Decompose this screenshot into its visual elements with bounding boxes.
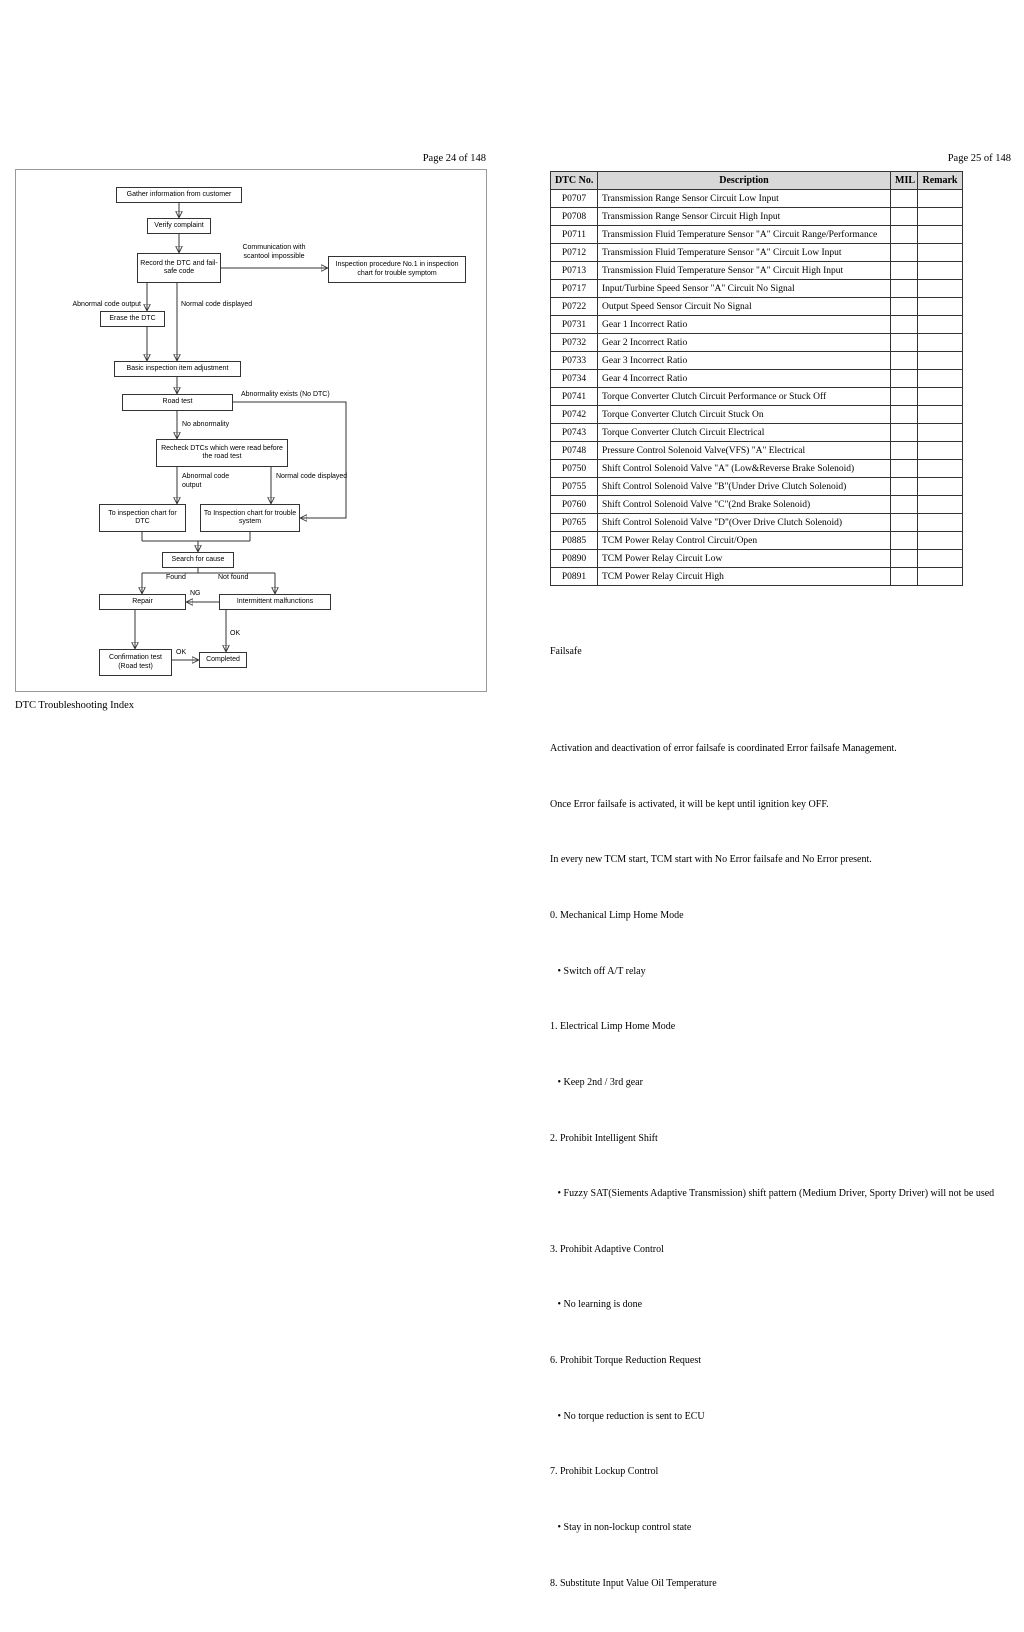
description-cell: Torque Converter Clutch Circuit Electrical <box>598 424 891 442</box>
dtc-table-row <box>551 370 963 388</box>
failsafe-line: 2. Prohibit Intelligent Shift <box>550 1132 658 1144</box>
failsafe-line: • Stay in non-lockup control state <box>550 1521 692 1533</box>
description-cell: Transmission Fluid Temperature Sensor "A" Circuit High Input <box>598 262 891 280</box>
failsafe-line: • No torque reduction is sent to ECU <box>550 1410 705 1422</box>
flowchart-label-abnormality-exists: Abnormality exists (No DTC) <box>241 391 330 398</box>
flowchart-node-basic-inspection: Basic inspection item adjustment <box>114 361 241 377</box>
dtc-table-row <box>551 532 963 550</box>
dtc-table-row <box>551 460 963 478</box>
mil-cell <box>891 478 918 496</box>
dtc-table-row <box>551 280 963 298</box>
failsafe-line: • Fuzzy SAT(Siements Adaptive Transmission) shift pattern (Medium Driver, Sporty Driver) will not be used <box>550 1188 995 1200</box>
dtc-table <box>550 171 963 586</box>
flowchart-frame <box>15 169 487 692</box>
dtc-no-cell: P0742 <box>551 406 598 424</box>
mil-cell <box>891 334 918 352</box>
dtc-no-cell: P0891 <box>551 568 598 586</box>
dtc-table-row <box>551 550 963 568</box>
description-cell: Transmission Fluid Temperature Sensor "A" Circuit Low Input <box>598 244 891 262</box>
description-cell: Gear 1 Incorrect Ratio <box>598 316 891 334</box>
mil-cell <box>891 280 918 298</box>
flowchart-node-record-dtc: Record the DTC and fail-safe code <box>137 253 221 283</box>
dtc-table-row <box>551 190 963 208</box>
remark-cell <box>918 352 963 370</box>
dtc-no-cell: P0734 <box>551 370 598 388</box>
flowchart-node-to-chart-dtc: To inspection chart for DTC <box>99 504 186 532</box>
description-cell: Output Speed Sensor Circuit No Signal <box>598 298 891 316</box>
dtc-table-row <box>551 496 963 514</box>
flowchart-node-recheck-dtcs: Recheck DTCs which were read before the road test <box>156 439 288 467</box>
flowchart-label-normal-code-1: Normal code displayed <box>181 301 253 308</box>
remark-cell <box>918 334 963 352</box>
remark-cell <box>918 532 963 550</box>
description-cell: TCM Power Relay Circuit High <box>598 568 891 586</box>
mil-cell <box>891 424 918 442</box>
dtc-no-cell: P0722 <box>551 298 598 316</box>
description-cell: Transmission Range Sensor Circuit High Input <box>598 208 891 226</box>
dtc-table-row <box>551 514 963 532</box>
remark-cell <box>918 550 963 568</box>
mil-cell <box>891 226 918 244</box>
remark-cell <box>918 442 963 460</box>
column-header-dtc-no: DTC No. <box>551 172 598 190</box>
remark-cell <box>918 298 963 316</box>
remark-cell <box>918 568 963 586</box>
description-cell: Pressure Control Solenoid Valve(VFS) "A" Electrical <box>598 442 891 460</box>
description-cell: Transmission Range Sensor Circuit Low Input <box>598 190 891 208</box>
dtc-table-row <box>551 226 963 244</box>
dtc-no-cell: P0717 <box>551 280 598 298</box>
remark-cell <box>918 406 963 424</box>
dtc-table-body <box>551 190 963 586</box>
flowchart-caption: DTC Troubleshooting Index <box>15 700 135 711</box>
failsafe-heading: Failsafe <box>550 645 582 657</box>
failsafe-line: Once Error failsafe is activated, it will be kept until ignition key OFF. <box>550 798 829 810</box>
remark-cell <box>918 244 963 262</box>
description-cell: Shift Control Solenoid Valve "B"(Under Drive Clutch Solenoid) <box>598 478 891 496</box>
flowchart-node-repair: Repair <box>99 594 186 610</box>
dtc-no-cell: P0713 <box>551 262 598 280</box>
mil-cell <box>891 550 918 568</box>
failsafe-lines <box>550 687 1020 1619</box>
flowchart-label-ng: NG <box>190 590 201 597</box>
dtc-table-row <box>551 262 963 280</box>
failsafe-line: • Switch off A/T relay <box>550 965 646 977</box>
flowchart-node-to-chart-trouble: To Inspection chart for trouble system <box>200 504 300 532</box>
dtc-no-cell: P0760 <box>551 496 598 514</box>
remark-cell <box>918 280 963 298</box>
flowchart-label-ok-repair: OK <box>176 649 187 656</box>
description-cell: TCM Power Relay Circuit Low <box>598 550 891 568</box>
flowchart-node-inspection-no1: Inspection procedure No.1 in inspection chart for trouble symptom <box>328 256 466 283</box>
dtc-no-cell: P0712 <box>551 244 598 262</box>
failsafe-line: In every new TCM start, TCM start with No Error failsafe and No Error present. <box>550 854 872 866</box>
mil-cell <box>891 388 918 406</box>
mil-cell <box>891 262 918 280</box>
failsafe-notes <box>550 617 1020 1632</box>
dtc-table-row <box>551 478 963 496</box>
flowchart-label-no-abnormality: No abnormality <box>182 421 230 428</box>
description-cell: Torque Converter Clutch Circuit Performance or Stuck Off <box>598 388 891 406</box>
dtc-no-cell: P0732 <box>551 334 598 352</box>
description-cell: Shift Control Solenoid Valve "D"(Over Drive Clutch Solenoid) <box>598 514 891 532</box>
dtc-no-cell: P0708 <box>551 208 598 226</box>
mil-cell <box>891 460 918 478</box>
remark-cell <box>918 514 963 532</box>
dtc-no-cell: P0765 <box>551 514 598 532</box>
dtc-table-row <box>551 424 963 442</box>
flowchart-label-normal-code-2: Normal code displayed <box>276 473 348 480</box>
dtc-no-cell: P0750 <box>551 460 598 478</box>
flowchart-label-abnormal-code-1: Abnormal code output <box>72 301 141 308</box>
mil-cell <box>891 370 918 388</box>
description-cell: Gear 3 Incorrect Ratio <box>598 352 891 370</box>
flowchart-node-road-test: Road test <box>122 394 233 411</box>
failsafe-line: 7. Prohibit Lockup Control <box>550 1466 659 1478</box>
dtc-no-cell: P0733 <box>551 352 598 370</box>
remark-cell <box>918 226 963 244</box>
dtc-table-row <box>551 406 963 424</box>
remark-cell <box>918 208 963 226</box>
dtc-no-cell: P0885 <box>551 532 598 550</box>
failsafe-line: • No learning is done <box>550 1299 643 1311</box>
page-number-right: Page 25 of 148 <box>947 153 1011 164</box>
dtc-no-cell: P0743 <box>551 424 598 442</box>
mil-cell <box>891 532 918 550</box>
dtc-no-cell: P0707 <box>551 190 598 208</box>
flowchart-node-confirmation-test: Confirmation test (Road test) <box>99 649 172 676</box>
failsafe-line: Activation and deactivation of error failsafe is coordinated Error failsafe Management. <box>550 743 897 755</box>
description-cell: Torque Converter Clutch Circuit Stuck On <box>598 406 891 424</box>
remark-cell <box>918 496 963 514</box>
remark-cell <box>918 478 963 496</box>
mil-cell <box>891 316 918 334</box>
description-cell: TCM Power Relay Control Circuit/Open <box>598 532 891 550</box>
flowchart-node-verify-complaint: Verify complaint <box>147 218 211 234</box>
dtc-table-row <box>551 298 963 316</box>
dtc-no-cell: P0755 <box>551 478 598 496</box>
description-cell: Input/Turbine Speed Sensor "A" Circuit No Signal <box>598 280 891 298</box>
flowchart-node-erase-dtc: Erase the DTC <box>100 311 165 327</box>
flowchart-node-intermittent: Intermittent malfunctions <box>219 594 331 610</box>
dtc-no-cell: P0890 <box>551 550 598 568</box>
flowchart-node-completed: Completed <box>199 652 247 668</box>
description-cell: Transmission Fluid Temperature Sensor "A" Circuit Range/Performance <box>598 226 891 244</box>
failsafe-line: 0. Mechanical Limp Home Mode <box>550 910 684 922</box>
column-header-description: Description <box>598 172 891 190</box>
flowchart-label-found: Found <box>166 574 186 581</box>
remark-cell <box>918 388 963 406</box>
mil-cell <box>891 208 918 226</box>
dtc-no-cell: P0741 <box>551 388 598 406</box>
failsafe-line: 1. Electrical Limp Home Mode <box>550 1021 676 1033</box>
description-cell: Shift Control Solenoid Valve "A" (Low&Reverse Brake Solenoid) <box>598 460 891 478</box>
mil-cell <box>891 514 918 532</box>
mil-cell <box>891 496 918 514</box>
description-cell: Gear 2 Incorrect Ratio <box>598 334 891 352</box>
flowchart-label-ok-intermittent: OK <box>230 630 241 637</box>
dtc-table-row <box>551 442 963 460</box>
remark-cell <box>918 370 963 388</box>
dtc-no-cell: P0748 <box>551 442 598 460</box>
dtc-table-row <box>551 352 963 370</box>
mil-cell <box>891 568 918 586</box>
dtc-table-row <box>551 568 963 586</box>
remark-cell <box>918 262 963 280</box>
flowchart-label-not-found: Not found <box>218 574 249 581</box>
failsafe-line: 8. Substitute Input Value Oil Temperature <box>550 1577 717 1589</box>
dtc-table-row <box>551 316 963 334</box>
dtc-table-row <box>551 208 963 226</box>
flowchart-label-communication: Communication with scantool impossible <box>242 244 306 260</box>
flowchart-label-abnormal-code-2: Abnormal code output <box>182 473 230 489</box>
page-number-left: Page 24 of 148 <box>422 153 486 164</box>
mil-cell <box>891 352 918 370</box>
failsafe-line: 3. Prohibit Adaptive Control <box>550 1243 664 1255</box>
remark-cell <box>918 460 963 478</box>
dtc-table-row <box>551 244 963 262</box>
remark-cell <box>918 190 963 208</box>
mil-cell <box>891 190 918 208</box>
dtc-table-row <box>551 334 963 352</box>
mil-cell <box>891 244 918 262</box>
mil-cell <box>891 298 918 316</box>
dtc-no-cell: P0711 <box>551 226 598 244</box>
description-cell: Shift Control Solenoid Valve "C"(2nd Brake Solenoid) <box>598 496 891 514</box>
column-header-mil: MIL <box>891 172 918 190</box>
column-header-remark: Remark <box>918 172 963 190</box>
mil-cell <box>891 406 918 424</box>
failsafe-line: 6. Prohibit Torque Reduction Request <box>550 1355 702 1367</box>
failsafe-line: • Keep 2nd / 3rd gear <box>550 1076 643 1088</box>
flowchart-node-search-cause: Search for cause <box>162 552 234 568</box>
flowchart-node-gather-info: Gather information from customer <box>116 187 242 203</box>
dtc-no-cell: P0731 <box>551 316 598 334</box>
remark-cell <box>918 424 963 442</box>
remark-cell <box>918 316 963 334</box>
mil-cell <box>891 442 918 460</box>
dtc-table-row <box>551 388 963 406</box>
dtc-table-header-row <box>551 172 963 190</box>
description-cell: Gear 4 Incorrect Ratio <box>598 370 891 388</box>
